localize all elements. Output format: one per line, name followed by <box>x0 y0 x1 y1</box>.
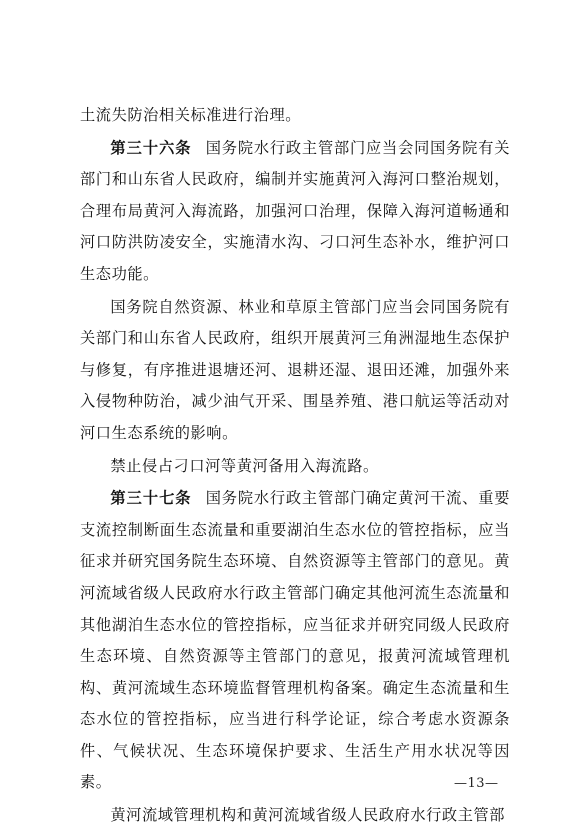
paragraph-article-37 <box>80 483 510 799</box>
paragraph-prohibition <box>80 451 510 483</box>
article-number: 第三十七条 <box>110 489 192 508</box>
paragraph-text: 国务院水行政主管部门应当会同国务院有关部门和山东省人民政府，编制并实施黄河入海河口整治规划，合理布局黄河入海流路，加强河口治理，保障入海河道畅通和河口防洪防凌安全，实施清水沟、刁口河生态补水，维护河口生态功能。 <box>80 138 511 283</box>
paragraph-text: 国务院自然资源、林业和草原主管部门应当会同国务院有关部门和山东省人民政府，组织开展黄河三角洲湿地生态保护与修复，有序推进退塘还河、退耕还湿、退田还滩，加强外来入侵物种防治，减少油气开采、围垦养殖、港口航运等活动对河口生态系统的影响。 <box>80 297 510 442</box>
paragraph-text: 土流失防治相关标准进行治理。 <box>80 106 302 124</box>
paragraph-final <box>80 800 510 832</box>
article-number: 第三十六条 <box>110 138 192 157</box>
paragraph-continuation <box>80 100 510 132</box>
paragraph-wetland-protection <box>80 292 510 450</box>
paragraph-text: 国务院水行政主管部门确定黄河干流、重要支流控制断面生态流量和重要湖泊生态水位的管控指标，应当征求并研究国务院生态环境、自然资源等主管部门的意见。黄河流域省级人民政府水行政主管部门确定其他河流生态流量和其他湖泊生态水位的管控指标，应当征求并研究同级人民政府生态环境、自然资源等主管部门的意见，报黄河流域管理机构、黄河流域生态环境监督管理机构备案。确定生态流量和生态水位的管控指标，应当进行科学论证，综合考虑水资源条件、气候状况、生态环境保护要求、生活生产用水状况等因素。 <box>80 489 511 792</box>
document-body <box>80 100 510 833</box>
page-number: —13— <box>454 776 499 791</box>
paragraph-article-36 <box>80 133 510 291</box>
paragraph-text: 禁止侵占刁口河等黄河备用入海流路。 <box>110 456 379 475</box>
paragraph-text: 黄河流域管理机构和黄河流域省级人民政府水行政主管部 <box>110 806 506 825</box>
